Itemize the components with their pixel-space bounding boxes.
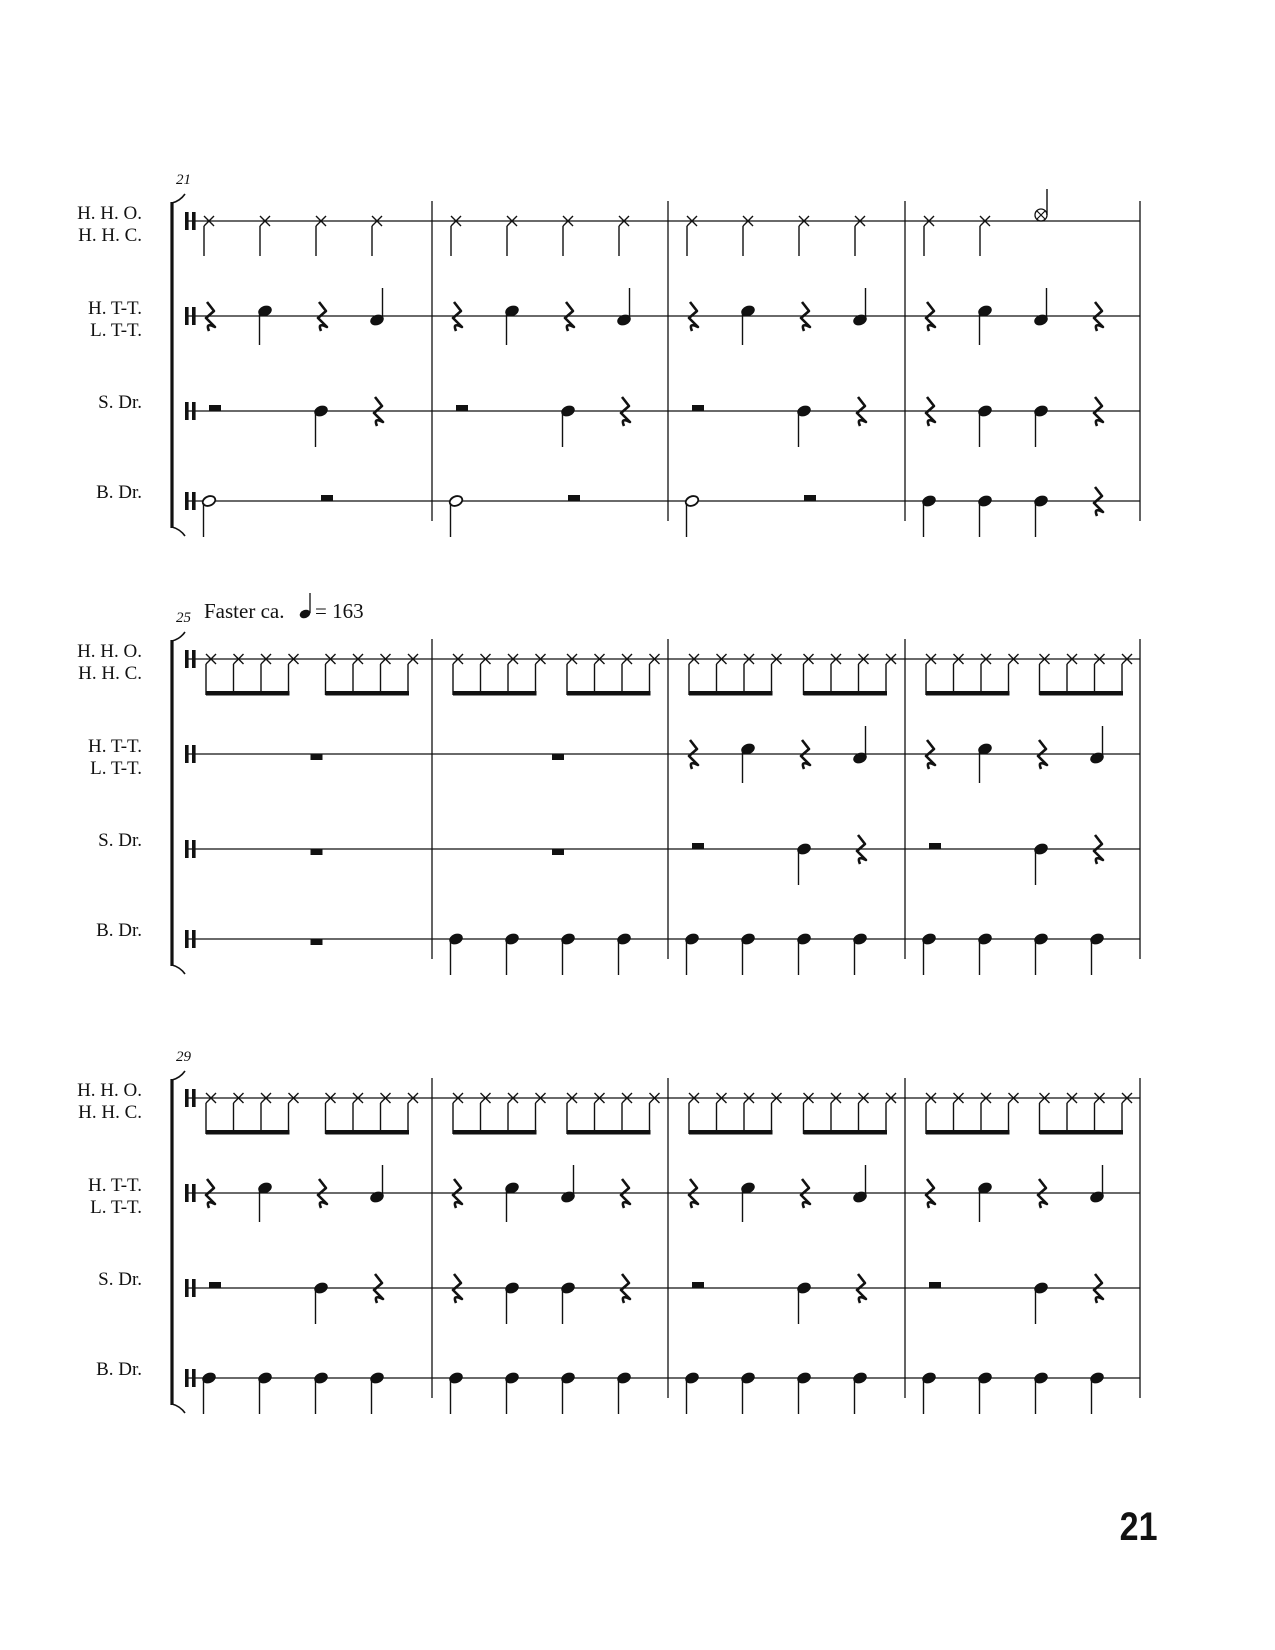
- instrument-label: H. H. C.: [78, 225, 142, 246]
- eighth-beam: [804, 691, 888, 696]
- measure: [201, 1093, 418, 1414]
- eighth-beam: [326, 1130, 410, 1135]
- whole-rest: [311, 849, 323, 855]
- instrument-label: H. H. O.: [77, 641, 142, 662]
- tempo-marking: Faster ca.: [204, 599, 285, 623]
- instrument-label: H. H. O.: [77, 203, 142, 224]
- bracket-top-hook: [172, 1071, 185, 1080]
- instrument-label: L. T-T.: [90, 1197, 142, 1218]
- instrument-label: S. Dr.: [98, 1269, 142, 1290]
- system-1: [77, 172, 1140, 537]
- percussion-clef: [192, 402, 196, 420]
- instrument-label: L. T-T.: [90, 758, 142, 779]
- measure: [921, 1093, 1132, 1414]
- measure: [201, 216, 384, 537]
- percussion-clef: [192, 1279, 196, 1297]
- measure: [684, 216, 867, 537]
- system-3: [77, 1049, 1140, 1414]
- percussion-clef: [192, 1369, 196, 1387]
- instrument-label: S. Dr.: [98, 392, 142, 413]
- percussion-clef: [192, 840, 196, 858]
- measure: [206, 654, 418, 945]
- half-rest: [321, 495, 333, 501]
- measure: [684, 1093, 896, 1414]
- percussion-clef: [185, 840, 189, 858]
- eighth-beam: [567, 691, 651, 696]
- percussion-clef: [185, 930, 189, 948]
- half-rest: [929, 843, 941, 849]
- eighth-beam: [926, 691, 1010, 696]
- eighth-beam: [689, 1130, 773, 1135]
- instrument-label: H. T-T.: [87, 1175, 142, 1196]
- percussion-clef: [185, 307, 189, 325]
- eighth-beam: [1040, 691, 1124, 696]
- system-2: [77, 593, 1140, 975]
- whole-rest: [552, 754, 564, 760]
- half-rest: [209, 405, 221, 411]
- eighth-beam: [326, 691, 410, 696]
- instrument-label: S. Dr.: [98, 830, 142, 851]
- half-rest: [692, 405, 704, 411]
- bracket-bottom-hook: [172, 1404, 185, 1413]
- instrument-label: L. T-T.: [90, 320, 142, 341]
- measure-number: 29: [176, 1049, 191, 1065]
- half-rest: [456, 405, 468, 411]
- percussion-clef: [185, 1184, 189, 1202]
- instrument-label: B. Dr.: [96, 1359, 142, 1380]
- instrument-label: H. H. C.: [78, 663, 142, 684]
- measure: [448, 216, 631, 537]
- whole-rest: [311, 754, 323, 760]
- measure: [684, 654, 896, 975]
- eighth-beam: [206, 1130, 290, 1135]
- tempo-value: = 163: [315, 599, 364, 623]
- percussion-clef: [185, 745, 189, 763]
- bracket-top-hook: [172, 194, 185, 203]
- percussion-clef: [192, 1184, 196, 1202]
- percussion-clef: [192, 745, 196, 763]
- percussion-clef: [185, 650, 189, 668]
- half-rest: [692, 843, 704, 849]
- eighth-beam: [689, 691, 773, 696]
- measure-number: 25: [176, 610, 191, 626]
- instrument-label: B. Dr.: [96, 482, 142, 503]
- percussion-clef: [185, 492, 189, 510]
- measure: [448, 1093, 659, 1414]
- open-hihat-x: [1037, 211, 1045, 219]
- half-rest: [568, 495, 580, 501]
- instrument-label: B. Dr.: [96, 920, 142, 941]
- eighth-beam: [453, 691, 537, 696]
- bracket-bottom-hook: [172, 965, 185, 974]
- percussion-clef: [192, 307, 196, 325]
- percussion-clef: [192, 930, 196, 948]
- eighth-beam: [567, 1130, 651, 1135]
- measure: [921, 654, 1132, 975]
- half-rest: [804, 495, 816, 501]
- eighth-beam: [1040, 1130, 1124, 1135]
- measure: [921, 189, 1103, 537]
- instrument-label: H. T-T.: [87, 298, 142, 319]
- instrument-label: H. T-T.: [87, 736, 142, 757]
- percussion-clef: [185, 212, 189, 230]
- measure-number: 21: [176, 172, 191, 188]
- percussion-clef: [192, 212, 196, 230]
- half-rest: [929, 1282, 941, 1288]
- instrument-label: H. H. C.: [78, 1102, 142, 1123]
- page-number: 21: [1119, 1505, 1157, 1549]
- bracket-bottom-hook: [172, 527, 185, 536]
- percussion-clef: [192, 650, 196, 668]
- whole-rest: [552, 849, 564, 855]
- half-rest: [209, 1282, 221, 1288]
- percussion-clef: [192, 492, 196, 510]
- instrument-label: H. H. O.: [77, 1080, 142, 1101]
- eighth-beam: [453, 1130, 537, 1135]
- percussion-clef: [185, 1089, 189, 1107]
- half-rest: [692, 1282, 704, 1288]
- percussion-clef: [192, 1089, 196, 1107]
- percussion-clef: [185, 1279, 189, 1297]
- percussion-clef: [185, 402, 189, 420]
- percussion-clef: [185, 1369, 189, 1387]
- measure: [448, 654, 659, 975]
- bracket-top-hook: [172, 632, 185, 641]
- eighth-beam: [206, 691, 290, 696]
- eighth-beam: [926, 1130, 1010, 1135]
- whole-rest: [311, 939, 323, 945]
- eighth-beam: [804, 1130, 888, 1135]
